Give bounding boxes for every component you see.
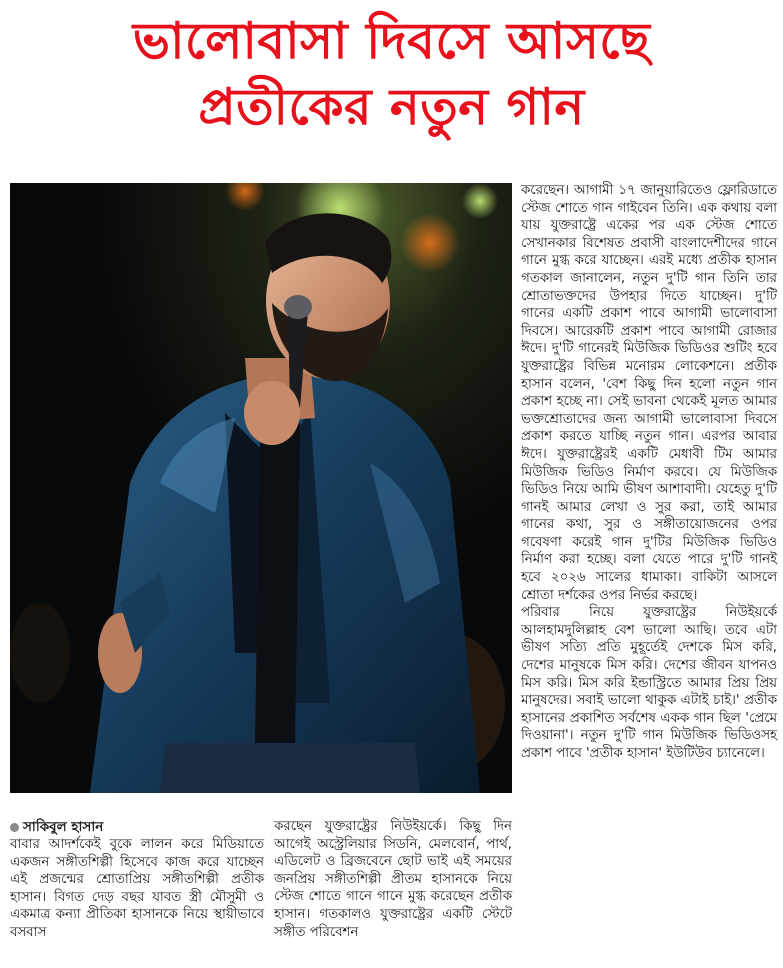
singer-with-microphone-icon xyxy=(10,183,512,793)
article-paragraph: বাবার আদর্শকেই বুকে লালন করে মিডিয়াতে একজন সঙ্গীতশিল্পী হিসেবে কাজ করে যাচ্ছেন এই প্রজন্মের শ্রোতাপ্রিয় সঙ্গীতশিল্পী প্রতীক হাসান। বিগত দেড় বছর যাবত স্ত্রী মৌসুমী ও একমাত্র কন্যা প্রীতিকা হাসানকে নিয়ে স্থায়ীভাবে বসবাস xyxy=(10,837,264,940)
byline xyxy=(10,818,264,836)
byline-author: সাকিবুল হাসান xyxy=(23,819,104,835)
article-photo xyxy=(10,183,512,793)
headline-line-2: প্রতীকের নতুন গান xyxy=(198,78,585,136)
headline-line-1: ভালোবাসা দিবসে আসছে xyxy=(132,12,651,70)
article-paragraph: করেছেন। আগামী ১৭ জানুয়ারিতেও ফ্লোরিডাতে স্টেজ শোতে গান গাইবেন তিনি। এক কথায় বলা যায় যুক্তরাষ্ট্রে একের পর এক স্টেজ শোতে সেখানকার বিশেষত প্রবাসী বাংলাদেশীদের গানে গানে মুগ্ধ করে যাচ্ছেন। এরই মধ্যে প্রতীক হাসান গতকাল জানালেন, নতুন দু'টি গান তিনি তার শ্রোতাভক্তদের উপহার দিতে যাচ্ছেন। দু'টি গানের একটি প্রকাশ পাবে আগামী ভালোবাসা দিবসে। আরেকটি প্রকাশ পাবে আগামী রোজার ঈদে। দু'টি গানেরই মিউজিক ভিডিওর শুটিং হবে যুক্তরাষ্ট্রের বিভিন্ন মনোরম লোকেশনে। প্রতীক হাসান বলেন, 'বেশ কিছু দিন হলো নতুন গান প্রকাশ হচ্ছে না। সেই ভাবনা থেকেই মূলত আমার ভক্তশ্রোতাদের জন্য আগামী ভালোবাসা দিবসে প্রকাশ করতে যাচ্ছি নতুন গান। এরপর আবার ঈদে। যুক্তরাষ্ট্রেরই একটি মেধাবী টিম আমার মিউজিক ভিডিও নির্মাণ করবে। যে মিউজিক ভিডিও নিয়ে আমি ভীষণ আশাবাদী। যেহেতু দু'টি গানই আমার লেখা ও সুর করা, তাই আমার গানের কথা, সুর ও সঙ্গীতায়োজনের ওপর গবেষণা করেই গান দু'টির মিউজিক ভিডিও নির্মাণ করা হচ্ছে। বলা যেতে পারে দু'টি গানই হবে ২০২৬ সালের ধামাকা। বাকিটা আসলে শ্রোতা দর্শকের ওপর নির্ভর করছে। xyxy=(521,183,777,603)
article-column-middle xyxy=(274,818,512,941)
article-paragraph: পরিবার নিয়ে যুক্তরাষ্ট্রের নিউইয়র্কে আলহামদুলিল্লাহ বেশ ভালো আছি। তবে এটা ভীষণ সত্যি প্রতি মুহূর্তেই দেশকে মিস করি, দেশের মানুষকে মিস করি। দেশের জীবন যাপনও মিস করি। মিস করি ইন্ডাস্ট্রিতে আমার প্রিয় প্রিয় মানুষদের। সবাই ভালো থাকুক এটাই চাই।' প্রতীক হাসানের প্রকাশিত সর্বশেষ একক গান ছিল 'প্রেমে দিওয়ানা'। নতুন দু'টি গান মিউজিক ভিডিওসহ প্রকাশ পাবে 'প্রতীক হাসান' ইউটিউব চ্যানেলে। xyxy=(521,605,777,761)
headline xyxy=(0,8,783,140)
bullet-icon xyxy=(10,823,19,832)
article-column-left xyxy=(10,818,264,942)
article-column-right xyxy=(521,182,777,763)
article-paragraph: করছেন যুক্তরাষ্ট্রের নিউইয়র্কে। কিছু দিন আগেই অস্ট্রেলিয়ার সিডনি, মেলবোর্ন, পার্থ, এডিলেট ও ব্রিজবেনে ছোট ভাই এই সময়ের জনপ্রিয় সঙ্গীতশিল্পী প্রীতম হাসানকে নিয়ে স্টেজ শোতে গানে গানে মুগ্ধ করেছেন প্রতীক হাসান। গতকালও যুক্তরাষ্ট্রের একটি স্টেটে সঙ্গীত পরিবেশন xyxy=(274,819,512,940)
